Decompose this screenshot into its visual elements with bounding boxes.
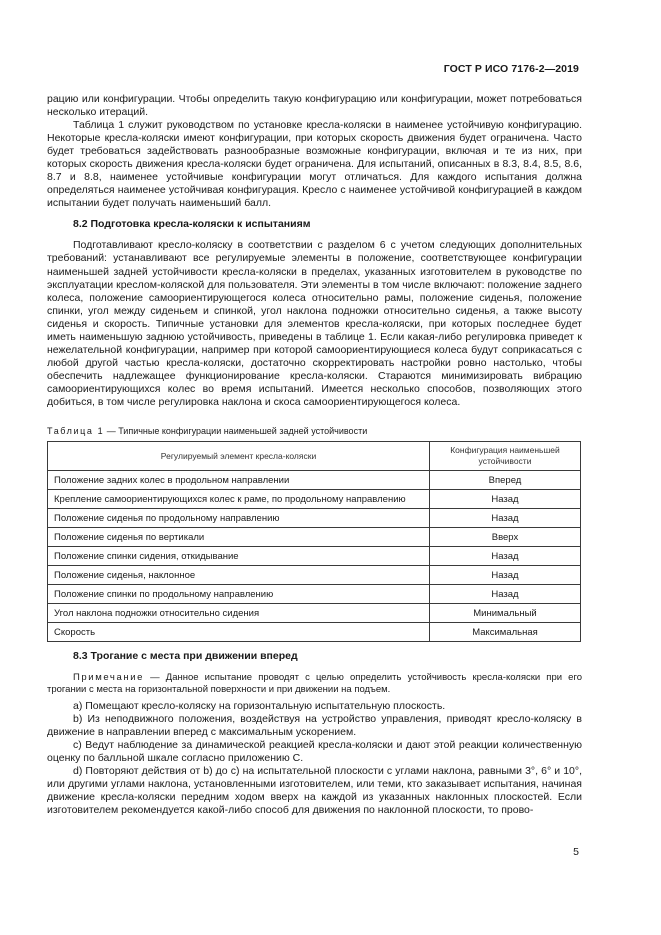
table-row (48, 528, 581, 547)
table-header-row (48, 442, 581, 471)
table-cell-value: Минимальный (430, 604, 581, 623)
note-text: — Данное испытание проводят с целью определить устойчивость кресла-коляски при его трогании с места на горизонтальной поверхности и при движении на подъем. (47, 672, 582, 696)
table-cell-element: Положение задних колес в продольном направлении (48, 471, 430, 490)
step-b: b) Из неподвижного положения, воздействуя на устройство управления, приводят кресло-коляску в движение в направлении вперед с максимальным ускорением. (47, 713, 582, 739)
table-cell-element: Положение сиденья по вертикали (48, 528, 430, 547)
section-8-3-heading: 8.3 Трогание с места при движении вперед (73, 650, 298, 663)
table-cell-element: Крепление самоориентирующихся колес к раме, по продольному направлению (48, 490, 430, 509)
page-number: 5 (573, 846, 579, 858)
table-row (48, 566, 581, 585)
step-d: d) Повторяют действия от b) до c) на испытательной плоскости с углами наклона, равными 3°, 6° и 10°, или другими углами наклона, установленными изготовителем, или теми, кто заказывает испытания, начиная движение кресла-коляски передним ходом вверх на каждой из указанных наклонных плоскостей. Если изготовителем рекомендуется какой-либо способ для движения по наклонной плоскости, то прово- (47, 765, 582, 817)
table-row (48, 547, 581, 566)
table-cell-value: Назад (430, 509, 581, 528)
paragraph-continuation: рацию или конфигурации. Чтобы определить такую конфигурацию или конфигурации, может потребоваться несколько итераций. (47, 93, 582, 119)
table-row (48, 623, 581, 642)
table-caption (47, 425, 582, 437)
table-cell-element: Скорость (48, 623, 430, 642)
table-cell-element: Угол наклона подножки относительно сидения (48, 604, 430, 623)
table-cell-element: Положение спинки сидения, откидывание (48, 547, 430, 566)
step-c: c) Ведут наблюдение за динамической реакцией кресла-коляски и дают этой реакции количественную оценку по балльной шкале согласно приложению С. (47, 739, 582, 765)
table-caption-label: Таблица 1 (47, 426, 105, 437)
table-row (48, 604, 581, 623)
configuration-table (47, 441, 581, 642)
table-cell-element: Положение сиденья, наклонное (48, 566, 430, 585)
section-8-3-note (47, 672, 582, 696)
table-cell-value: Максимальная (430, 623, 581, 642)
table-cell-element: Положение спинки по продольному направлению (48, 585, 430, 604)
table-row (48, 471, 581, 490)
table-caption-text: — Типичные конфигурации наименьшей задней устойчивости (104, 426, 368, 437)
paragraph-table-guidance: Таблица 1 служит руководством по установке кресла-коляски в наименее устойчивую конфигурацию. Некоторые кресла-коляски имеют конфигурации, при которых скорость движения будет ограничена. Часто будет требоваться задействовать разнообразные возможные конфигурации, включая и те из них, при которых скорость движения кресла-коляски будет ограничена. Для испытаний, описанных в 8.3, 8.4, 8.5, 8.6, 8.7 и 8.8, наименее устойчивые конфигурации могут отличаться. Для каждого испытания должна определяться наименее устойчивая конфигурация. Кресло с наименее устойчивой конфигурацией в каждом испытании будет получать наименьший балл. (47, 119, 582, 210)
table-row (48, 585, 581, 604)
section-8-2-body: Подготавливают кресло-коляску в соответствии с разделом 6 с учетом следующих дополнительных требований: устанавливают все регулируемые элементы в положение, соответствующее конфигурации наименьшей задней устойчивости кресла-коляски в пределах, указанных изготовителем в руководстве по эксплуатации креслом-коляской для пользователя. Эти элементы в том числе включают: положение заднего колеса, положение самоориентирующегося колеса относительно рамы, положение сиденья, положение спинки, угол между сиденьем и спинкой, угол наклона подножки относительно сиденья, а также высоту сиденья и скорость. Типичные установки для элементов кресла-коляски, при которых последнее будет иметь наименьшую заднюю устойчивость, приведены в таблице 1. Если какая-либо регулировка приведет к нежелательной конфигурации, например при которой самоориентирующиеся колеса будут соприкасаться с любой другой частью кресла-коляски, достаточно скорректировать настройки ровно настолько, чтобы обеспечить надлежащее функционирование кресла-коляски. Стараются минимизировать вибрацию самоориентирующихся колес во время испытаний. Имеется несколько способов, позволяющих этого добиться, в том числе регулировка наклона и скоса самоориентирующегося колеса. (47, 239, 582, 408)
table-row (48, 509, 581, 528)
table-header-configuration: Конфигурация наименьшей устойчивости (430, 442, 581, 471)
table-cell-element: Положение сиденья по продольному направлению (48, 509, 430, 528)
step-a: a) Помещают кресло-коляску на горизонтальную испытательную плоскость. (73, 700, 446, 713)
section-8-2-heading: 8.2 Подготовка кресла-коляски к испытаниям (73, 218, 311, 231)
table-cell-value: Назад (430, 547, 581, 566)
table-cell-value: Вперед (430, 471, 581, 490)
table-cell-value: Назад (430, 585, 581, 604)
table-cell-value: Назад (430, 490, 581, 509)
table-cell-value: Назад (430, 566, 581, 585)
page-content (47, 93, 582, 817)
standard-designation: ГОСТ Р ИСО 7176-2—2019 (443, 63, 579, 75)
table-cell-value: Вверх (430, 528, 581, 547)
note-label: Примечание (73, 672, 144, 684)
table-row (48, 490, 581, 509)
table-header-element: Регулируемый элемент кресла-коляски (48, 442, 430, 471)
